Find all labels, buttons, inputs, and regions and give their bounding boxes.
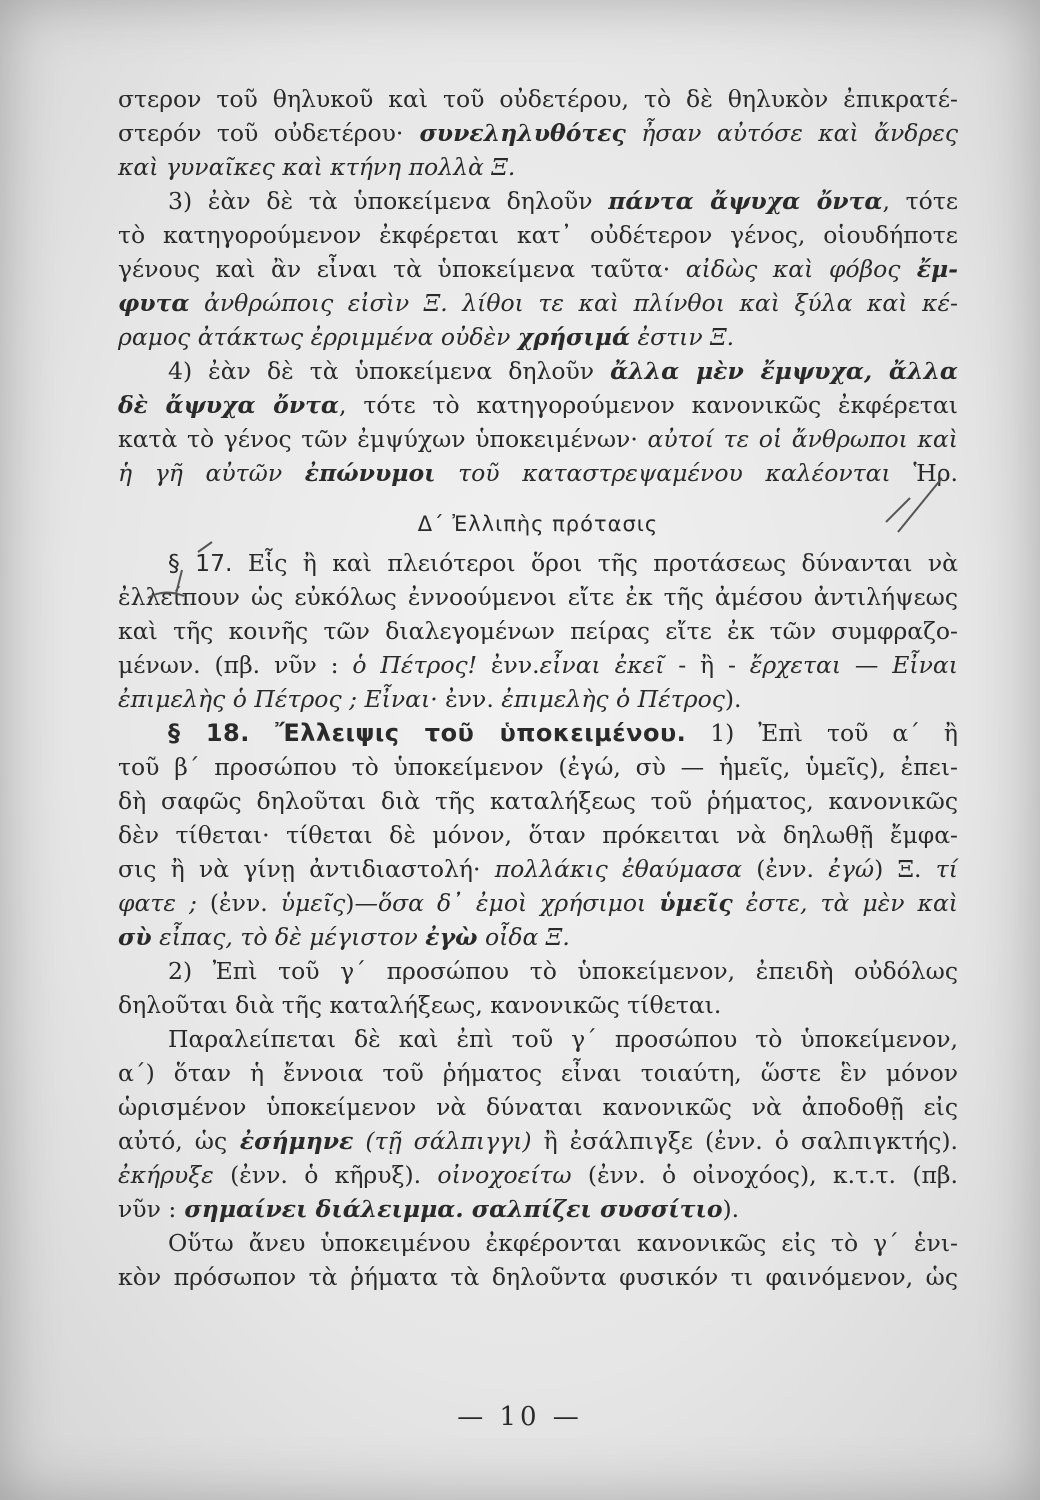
page-number: — 10 — [457,1402,583,1432]
text-line: κὸν πρόσωπον τὰ ῥήματα τὰ δηλοῦντα φυσικόν τι φαινόμενον, ὡς [118,1263,958,1291]
text-line: ραμος ἀτάκτως ἐρριμμένα οὐδὲν χρήσιμά ἐστιν Ξ. [118,323,735,351]
text-line: 4) ἐὰν δὲ τὰ ὑποκείμενα δηλοῦν ἄλλα μὲν ἔμψυχα, ἄλλα [168,357,959,385]
text-line: ἐλλείπουν ὡς εὐκόλως ἐννοούμενοι εἴτε ἐκ τῆς ἀμέσου ἀντιλήψεως [118,583,958,611]
pencil-bracket-mark [140,540,220,620]
text-line: § 17. Εἷς ἢ καὶ πλειότεροι ὅροι τῆς προτάσεως δύνανται νὰ [168,549,958,577]
text-line: δὲν τίθεται· τίθεται δὲ μόνον, ὅταν πρόκειται νὰ δηλωθῇ ἔμφα- [118,821,958,849]
text-line: γένους καὶ ἂν εἶναι τὰ ὑποκείμενα ταῦτα· αἰδὼς καὶ φόβος ἔμ- [118,255,958,283]
text-line: ἐκήρυξε (ἐνν. ὁ κῆρυξ). οἰνοχοείτω (ἐνν. ὁ οἰνοχόος), κ.τ.τ. (πβ. [118,1161,958,1189]
text-line: τὸ κατηγορούμενον ἐκφέρεται κατ᾿ οὐδέτερον γένος, οἱουδήποτε [118,221,958,249]
text-line: 2) Ἐπὶ τοῦ γ΄ προσώπου τὸ ὑποκείμενον, ἐπειδὴ οὐδόλως [168,957,958,985]
text-line: στερόν τοῦ οὐδετέρου· συνεληλυθότες ἦσαν αὐτόσε καὶ ἄνδρες [118,119,958,147]
text-line: ἡ γῆ αὐτῶν ἐπώνυμοι τοῦ καταστρεψαμένου καλέονται Ἡρ. [118,459,958,487]
section-heading: Δ΄ Ἐλλιπὴς πρότασις [417,512,659,536]
text-line: καὶ τῆς κοινῆς τῶν διαλεγομένων πείρας εἴτε ἐκ τῶν συμφραζο- [118,617,958,645]
text-line: Παραλείπεται δὲ καὶ ἐπὶ τοῦ γ΄ προσώπου τὸ ὑποκείμενον, [168,1025,958,1053]
text-line: δηλοῦται διὰ τῆς καταλήξεως, κανονικῶς τίθεται. [118,991,722,1019]
text-line: αὐτό, ὡς ἐσήμηνε (τῇ σάλπιγγι) ἢ ἐσάλπιγξε (ἐνν. ὁ σαλπιγκτής). [118,1127,958,1155]
text-line: α΄) ὅταν ἡ ἔννοια τοῦ ῥήματος εἶναι τοιαύτη, ὥστε ἓν μόνον [118,1059,958,1087]
text-line: Οὕτω ἄνευ ὑποκειμένου ἐκφέρονται κανονικῶς εἰς τὸ γ΄ ἑνι- [168,1229,958,1257]
text-line: σὺ εἶπας, τὸ δὲ μέγιστον ἐγὼ οἶδα Ξ. [118,923,570,951]
text-line: φατε ; (ἐνν. ὑμεῖς)—ὅσα δ᾿ ἐμοὶ χρήσιμοι ὑμεῖς ἐστε, τὰ μὲν καὶ [118,889,959,917]
text-line: 3) ἐὰν δὲ τὰ ὑποκείμενα δηλοῦν πάντα ἄψυχα ὄντα, τότε [168,187,959,215]
text-line: νῦν : σημαίνει διάλειμμα. σαλπίζει συσσίτιο). [118,1195,740,1223]
text-line: ὡρισμένον ὑποκείμενον νὰ δύναται κανονικῶς νὰ ἀποδοθῇ εἰς [118,1093,958,1121]
text-line: § 18. Ἔλλειψις τοῦ ὑποκειμένου. 1) Ἐπὶ τοῦ α΄ ἢ [168,719,959,747]
text-line: μένων. (πβ. νῦν : ὁ Πέτρος! ἐνν.εἶναι ἐκεῖ - ἢ - ἔρχεται — Εἶναι [118,651,958,679]
pencil-check-mark [880,470,950,540]
text-line: καὶ γυναῖκες καὶ κτήνη πολλὰ Ξ. [118,153,516,181]
text-line: κατὰ τὸ γένος τῶν ἐμψύχων ὑποκειμένων· αὐτοί τε οἱ ἄνθρωποι καὶ [118,425,958,453]
text-line: στερον τοῦ θηλυκοῦ καὶ τοῦ οὐδετέρου, τὸ δὲ θηλυκὸν ἐπικρατέ- [118,85,958,113]
text-line: δὲ ἄψυχα ὄντα, τότε τὸ κατηγορούμενον κανονικῶς ἐκφέρεται [118,391,958,419]
text-line: φυτα ἀνθρώποις εἰσὶν Ξ. λίθοι τε καὶ πλίνθοι καὶ ξύλα καὶ κέ- [118,289,958,317]
text-line: ἐπιμελὴς ὁ Πέτρος ; Εἶναι· ἐνν. ἐπιμελὴς ὁ Πέτρος). [118,685,742,713]
body-text [118,82,958,1294]
text-line: δὴ σαφῶς δηλοῦται διὰ τῆς καταλήξεως τοῦ ῥήματος, κανονικῶς [118,787,958,815]
text-line: σις ἢ νὰ γίνῃ ἀντιδιαστολή· πολλάκις ἐθαύμασα (ἐνν. ἐγώ) Ξ. τί [118,855,958,883]
text-line: τοῦ β΄ προσώπου τὸ ὑποκείμενον (ἐγώ, σὺ — ἡμεῖς, ὑμεῖς), ἐπει- [118,753,958,781]
